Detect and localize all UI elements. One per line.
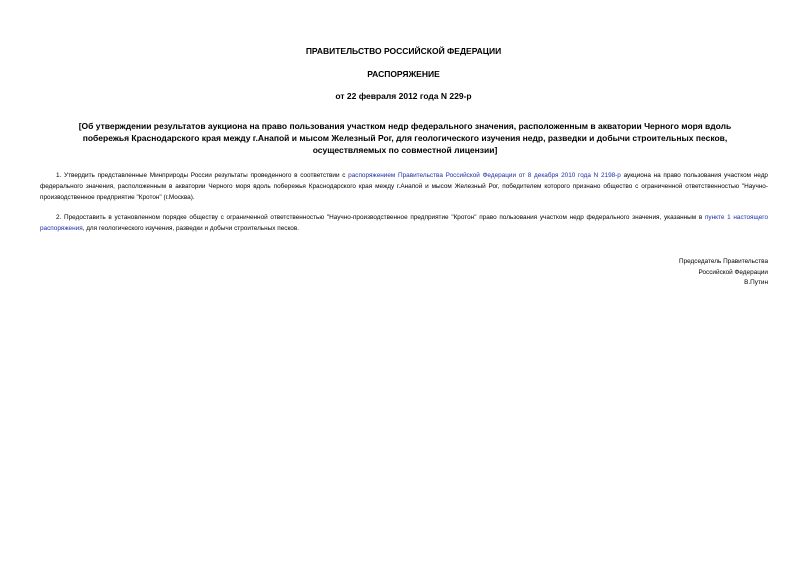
signature-name: В.Путин [744,279,768,286]
document-date-number: от 22 февраля 2012 года N 229-р [335,91,472,101]
paragraph-1-text-after: аукциона на право пользования участком недр федерального значения, расположенным в акватории Черного моря вдоль побережья Краснодарского края между г.Анапой и мысом Железный Рог, победителем которого признано общество с ограниченной ответственностью "Научно-производственное предприятие "Кротон" (г.Москва). [40,172,768,201]
signature-block [679,257,768,289]
paragraph-2-text-before: 2. Предоставить в установленном порядке обществу с ограниченной ответственностью "Научно-производственное предприятие "Кротон" право пользования участком недр федерального значения, указанным в [56,214,705,221]
signature-position: Председатель Правительства [679,258,768,265]
paragraph-2 [40,212,768,234]
paragraph-1-text-before: 1. Утвердить представленные Минприроды России результаты проведенного в соответствии с [56,172,349,179]
government-heading: ПРАВИТЕЛЬСТВО РОССИЙСКОЙ ФЕДЕРАЦИИ [305,46,502,56]
regulation-2198-link[interactable]: распоряжением Правительства Российской Федерации от 8 декабря 2010 года N 2198-р [348,172,621,179]
document-type-heading: РАСПОРЯЖЕНИЕ [367,69,440,79]
signature-organization: Российской Федерации [698,268,768,276]
paragraph-1 [40,170,768,203]
document-title: [Об утверждении результатов аукциона на право пользования участком недр федерального значения, расположенным в акватории Черного моря вдоль побережья Краснодарского края между г.Анапой и мысом Железный Рог, для геологического изучения недр, разведки и добычи строительных песков, осуществляемых по совместной лицензии] [78,121,732,155]
point-1-link[interactable]: пункте 1 настоящего распоряжения [40,214,769,232]
paragraph-2-text-after: , для геологического изучения, разведки и добычи строительных песков. [82,225,300,232]
